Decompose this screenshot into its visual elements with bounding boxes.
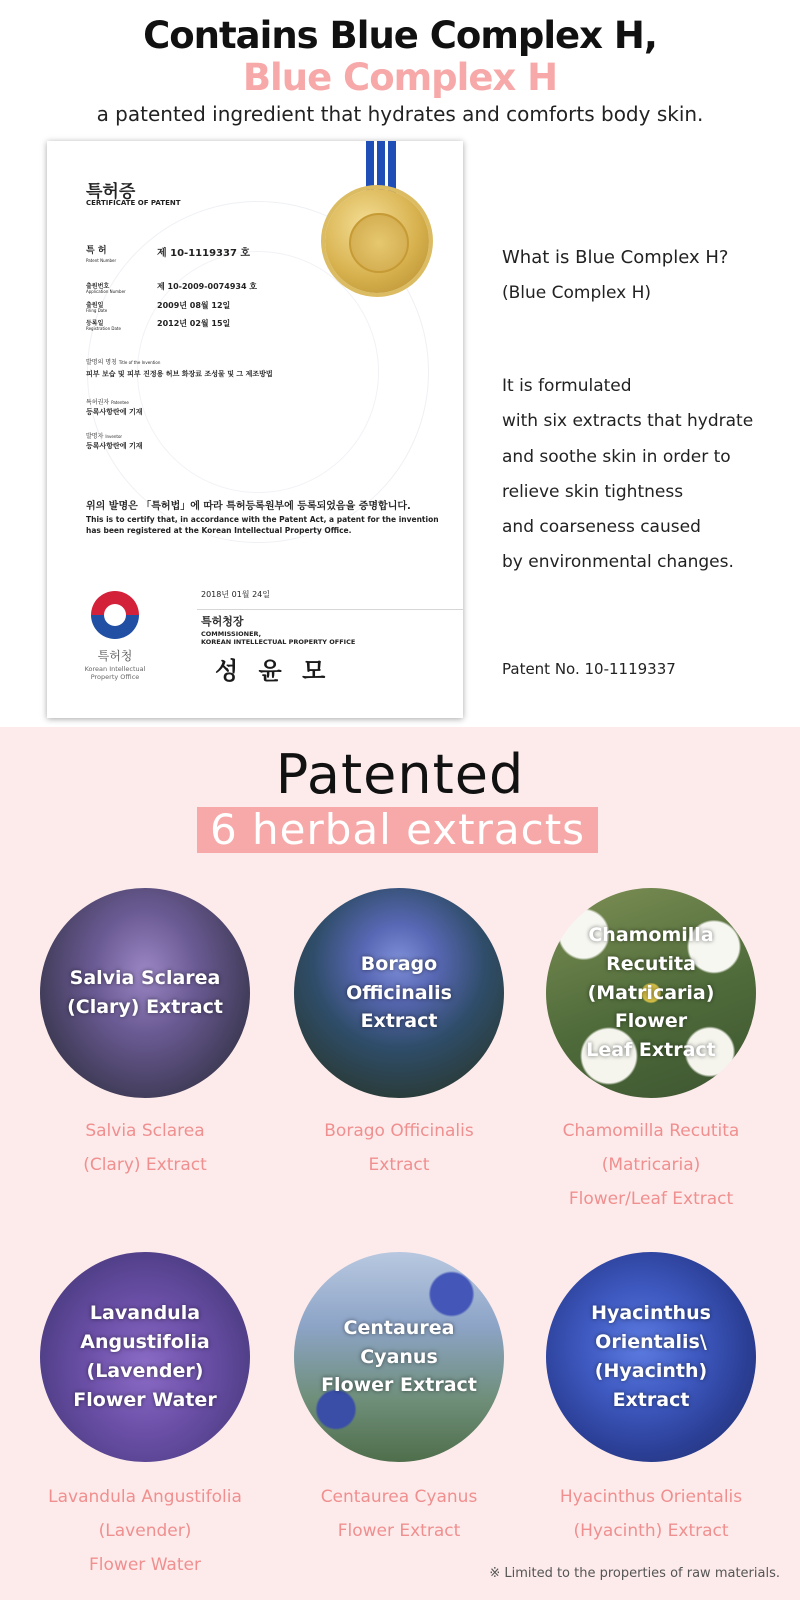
extract-caption-lavender <box>15 1480 275 1582</box>
extract-caption-salvia <box>15 1114 275 1182</box>
circle-line: Flower Water <box>73 1388 217 1411</box>
certificate-title: 특허증 <box>86 182 136 202</box>
circle-line: (Hyacinth) <box>594 1360 708 1382</box>
invention-label-en: Title of the Invention <box>118 360 161 365</box>
caption-line: Hyacinthus Orientalis <box>559 1487 743 1507</box>
invention-label-row <box>86 357 160 366</box>
commissioner-signature: 성 윤 모 <box>215 656 332 685</box>
caption-line: (Clary) Extract <box>83 1155 207 1175</box>
circle-line: Chamomilla <box>588 923 714 946</box>
extract-caption-borago <box>269 1114 529 1182</box>
gold-seal-center <box>349 213 409 273</box>
circle-line: Centaurea <box>343 1316 455 1339</box>
description-line: and soothe skin in order to <box>502 446 731 467</box>
issue-date: 2018년 01월 24일 <box>201 590 270 599</box>
office-name-en: Korean Intellectual Property Office <box>84 665 146 682</box>
caption-line: Centaurea Cyanus <box>320 1487 478 1507</box>
registration-label-en: Registration Date <box>86 326 121 331</box>
extract-image-lavender <box>40 1252 250 1462</box>
patent-number-label: Patent No. 10-1119337 <box>502 660 676 678</box>
extract-image-salvia <box>40 888 250 1098</box>
caption-line: (Matricaria) <box>601 1155 701 1175</box>
headline-description: a patented ingredient that hydrates and comforts body skin. <box>96 102 704 126</box>
commissioner-title: 특허청장 <box>201 615 244 628</box>
inventor-label-en: Inventor <box>105 434 123 439</box>
circle-line: Extract <box>612 1388 690 1411</box>
extract-image-label <box>546 1252 756 1462</box>
description-line: and coarseness caused <box>502 517 701 538</box>
description-question: What is Blue Complex H? <box>502 247 729 268</box>
circle-line: Lavandula <box>89 1302 201 1325</box>
headline-accent: Blue Complex H <box>242 56 558 99</box>
certificate-divider <box>197 609 463 610</box>
extract-image-label <box>294 1252 504 1462</box>
caption-line: Flower Extract <box>337 1521 461 1541</box>
footnote: ※ Limited to the properties of raw materials. <box>489 1566 780 1581</box>
inventor-value-row <box>86 441 143 451</box>
registration-label: 등록일 <box>86 320 104 327</box>
application-label: 출원번호 <box>86 283 110 290</box>
extract-image-label <box>40 1252 250 1462</box>
extract-image-hyacinth <box>546 1252 756 1462</box>
invention-title-row <box>86 369 273 379</box>
patentee-label: 특허권자 <box>86 399 110 406</box>
registration-date: 2012년 02월 15일 <box>157 319 231 328</box>
patent-certificate <box>47 141 463 718</box>
circle-line: Flower Extract <box>321 1374 477 1397</box>
circle-line: Cyanus <box>360 1345 438 1368</box>
caption-line: (Hyacinth) Extract <box>573 1521 729 1541</box>
circle-line: (Clary) Extract <box>67 996 223 1018</box>
description-line: with six extracts that hydrate <box>502 411 754 432</box>
gold-seal-icon <box>325 189 429 293</box>
circle-line: (Matricaria) <box>587 981 715 1004</box>
caption-line: Flower Water <box>89 1555 201 1575</box>
caption-line: Extract <box>368 1155 430 1175</box>
description-line: relieve skin tightness <box>502 481 684 502</box>
headline: Contains Blue Complex H, <box>143 14 657 57</box>
caption-line: Flower/Leaf Extract <box>568 1189 734 1209</box>
circle-line: (Lavender) <box>86 1360 204 1382</box>
circle-line: Leaf Extract <box>586 1039 716 1062</box>
extract-image-centaurea <box>294 1252 504 1462</box>
top-section <box>0 0 800 727</box>
caption-line: (Lavender) <box>98 1521 192 1541</box>
application-label-en: Application Number <box>86 289 126 294</box>
section-badge: 6 herbal extracts <box>197 807 598 853</box>
description-parenthetical: (Blue Complex H) <box>502 283 652 303</box>
patentee-label-row <box>86 397 129 406</box>
caption-line: Chamomilla Recutita <box>562 1121 740 1141</box>
caption-line: Lavandula Angustifolia <box>48 1487 242 1507</box>
office-name: 특허청 <box>97 649 133 663</box>
patent-label: 특 허 <box>86 246 107 256</box>
filing-label: 출원일 <box>86 302 104 309</box>
description-body <box>502 369 753 581</box>
description-line: It is formulated <box>502 376 632 396</box>
patentee-value: 등록사항란에 기재 <box>86 408 143 416</box>
filing-label-en: Filing Date <box>86 308 108 313</box>
inventor-value: 등록사항란에 기재 <box>86 442 143 450</box>
circle-line: Orientalis\ <box>595 1331 707 1354</box>
filing-date: 2009년 08월 12일 <box>157 301 231 310</box>
application-number: 제 10-2009-0074934 호 <box>157 282 258 291</box>
patent-number: 제 10-1119337 호 <box>157 248 251 259</box>
certificate-title-en: CERTIFICATE OF PATENT <box>86 199 181 207</box>
section-title: Patented <box>275 743 525 806</box>
commissioner-title-en <box>201 630 355 646</box>
patentee-label-en: Patentee <box>111 400 129 405</box>
extract-image-chamomile <box>546 888 756 1098</box>
extract-image-label <box>546 888 756 1098</box>
certificate-statement: 위의 발명은 「특허법」에 따라 특허등록원부에 등록되었음을 증명합니다. <box>86 501 411 512</box>
inventor-label-row <box>86 431 122 440</box>
extract-image-label <box>40 888 250 1098</box>
circle-line: Borago <box>360 952 438 975</box>
circle-line: Extract <box>360 1010 438 1033</box>
invention-label: 발명의 명칭 <box>86 359 117 366</box>
circle-line: Angustifolia <box>80 1331 210 1354</box>
invention-title: 피부 보습 및 피부 진정용 허브 화장료 조성물 및 그 제조방법 <box>86 370 273 378</box>
circle-line: Flower <box>614 1010 688 1033</box>
kipo-logo-center <box>104 604 126 626</box>
caption-line: Borago Officinalis <box>324 1121 474 1141</box>
circle-line: Salvia Sclarea <box>69 967 221 990</box>
kipo-logo-icon <box>91 591 139 639</box>
inventor-label: 발명자 <box>86 433 104 440</box>
circle-line: Officinalis <box>346 981 452 1004</box>
commissioner-line-2: KOREAN INTELLECTUAL PROPERTY OFFICE <box>201 638 356 647</box>
extract-caption-centaurea <box>269 1480 529 1548</box>
circle-line: Recutita <box>606 952 696 975</box>
extract-image-borago <box>294 888 504 1098</box>
patent-label-en: Patent Number <box>86 258 117 263</box>
caption-line: Salvia Sclarea <box>85 1121 205 1141</box>
extract-image-label <box>294 888 504 1098</box>
certificate-statement-en: This is to certify that, in accordance with the Patent Act, a patent for the invention has been registered at the Korean Intellectual Property Office. <box>86 515 439 535</box>
extract-caption-chamomile <box>521 1114 781 1216</box>
commissioner-line-1: COMMISSIONER, <box>201 630 262 638</box>
extract-caption-hyacinth <box>521 1480 781 1548</box>
patentee-value-row <box>86 407 143 417</box>
description-line: by environmental changes. <box>502 552 734 573</box>
circle-line: Hyacinthus <box>591 1302 711 1325</box>
